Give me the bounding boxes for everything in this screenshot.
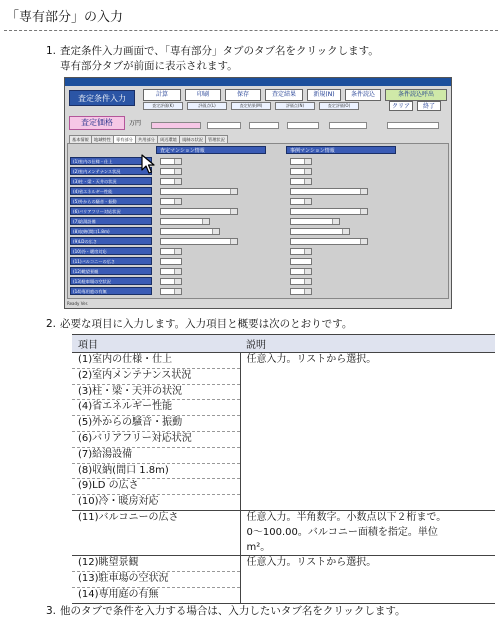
mouse-pointer-icon xyxy=(141,154,155,174)
row-label-6: (6)バリアフリー対応状況 xyxy=(70,207,152,215)
app-titlebar xyxy=(65,78,451,86)
table-cell-item: (7)給湯設備 xyxy=(72,447,240,463)
input-items-table xyxy=(72,334,495,604)
right-field-10[interactable] xyxy=(290,248,312,255)
step-3 xyxy=(46,604,406,619)
app-screenshot xyxy=(64,77,452,309)
table-cell-item: (12)眺望景観 xyxy=(72,556,240,572)
row-label-12: (12)眺望景観 xyxy=(70,267,152,275)
table-row xyxy=(72,353,495,369)
right-field-1[interactable] xyxy=(290,158,312,165)
table-cell-item: (9)LD の広さ xyxy=(72,479,240,495)
table-row xyxy=(72,431,495,447)
desc-line: 任意入力。半角数字。小数点以下２桁まで。 xyxy=(246,511,447,523)
desc-line: m²。 xyxy=(246,541,271,553)
right-field-4[interactable] xyxy=(290,188,368,195)
left-column-header: 査定マンション情報 xyxy=(156,146,266,154)
step-2-number: 2. xyxy=(46,318,57,330)
left-field-3[interactable] xyxy=(160,178,182,185)
table-cell-item: (6)バリアフリー対応状況 xyxy=(72,431,240,447)
price-field-1[interactable] xyxy=(151,122,201,129)
row-label-13: (13)駐車場の空状況 xyxy=(70,277,152,285)
app-name: 査定条件入力 xyxy=(69,90,135,106)
right-field-3[interactable] xyxy=(290,178,312,185)
row-label-1: (1)室内の仕様・仕上 xyxy=(70,157,152,165)
table-cell-item: (10)冷・暖房対応 xyxy=(72,495,240,511)
row-label-3: (3)柱・梁・天井の状況 xyxy=(70,177,152,185)
right-field-5[interactable] xyxy=(290,198,312,205)
left-field-12[interactable] xyxy=(160,268,182,275)
tab-common[interactable]: 共用部分 xyxy=(135,135,158,143)
app-toolbar xyxy=(67,88,449,112)
left-field-2[interactable] xyxy=(160,168,182,175)
desc-line: 0～100.00。バルコニー面積を指定。単位 xyxy=(246,526,438,538)
private-panel xyxy=(67,143,449,299)
table-row xyxy=(72,368,495,384)
end-button[interactable]: 終了 xyxy=(417,101,441,111)
right-field-12[interactable] xyxy=(290,268,312,275)
price-field-6[interactable] xyxy=(387,122,439,129)
table-cell-item: (3)柱・梁・天井の状況 xyxy=(72,384,240,400)
row-label-4: (4)省エネルギー性能 xyxy=(70,187,152,195)
table-cell-item: (14)専用庭の有無 xyxy=(72,587,240,603)
row-label-2: (2)室内メンテナンス状況 xyxy=(70,167,152,175)
table-row xyxy=(72,587,495,603)
table-cell-item: (1)室内の仕様・仕上 xyxy=(72,353,240,369)
table-cell-item: (13)駐車場の空状況 xyxy=(72,572,240,588)
table-header-item: 項目 xyxy=(72,335,240,353)
price-row xyxy=(67,113,449,133)
table-cell-item: (11)バルコニーの広さ xyxy=(72,510,240,555)
clear-button[interactable]: クリア xyxy=(389,101,413,111)
tab-surround[interactable]: 周辺環境 xyxy=(157,135,180,143)
table-cell-desc xyxy=(240,431,495,447)
table-cell-desc xyxy=(240,572,495,588)
right-field-8[interactable] xyxy=(290,228,350,235)
left-field-5[interactable] xyxy=(160,198,182,205)
table-cell-desc xyxy=(240,495,495,511)
table-cell-desc xyxy=(240,510,495,555)
right-field-7[interactable] xyxy=(290,218,340,225)
save-button[interactable]: 保存 xyxy=(225,89,261,101)
tab-area[interactable]: 地域特性 xyxy=(91,135,114,143)
table-cell-item: (4)省エネルギー性能 xyxy=(72,400,240,416)
tab-regulation[interactable]: 規制の状況 xyxy=(179,135,206,143)
row-label-14: (14)専用庭の有無 xyxy=(70,287,152,295)
tab-bar xyxy=(69,135,449,143)
left-field-10[interactable] xyxy=(160,248,182,255)
table-row xyxy=(72,572,495,588)
row-label-9: (9)LDの広さ xyxy=(70,237,152,245)
left-field-7[interactable] xyxy=(160,218,210,225)
row-label-10: (10)冷・暖房対応 xyxy=(70,247,152,255)
right-column-header: 事例マンション情報 xyxy=(286,146,396,154)
page-title: 「専有部分」の入力 xyxy=(6,10,124,25)
app-status: Ready Ver. xyxy=(67,301,89,306)
title-divider xyxy=(4,30,498,31)
tab-private[interactable]: 専有部分 xyxy=(113,135,136,143)
print-button[interactable]: 印刷 xyxy=(185,89,221,101)
table-row xyxy=(72,416,495,432)
step-2-text: 必要な項目に入力します。入力項目と概要は次のとおりです。 xyxy=(60,318,353,330)
table-header-desc: 説明 xyxy=(240,335,495,353)
step-1-number: 1. xyxy=(46,45,57,57)
table-cell-desc xyxy=(240,384,495,400)
right-field-6[interactable] xyxy=(290,208,368,215)
table-row xyxy=(72,447,495,463)
sub-button-2[interactable]: 評価点(L) xyxy=(187,102,227,110)
sub-button-3[interactable]: 査定結果(M) xyxy=(231,102,271,110)
price-field-4[interactable] xyxy=(287,122,319,129)
row-label-5: (5)外からの騒音・振動 xyxy=(70,197,152,205)
step-1-text: 査定条件入力画面で、「専有部分」タブのタブ名をクリックします。 xyxy=(60,45,379,57)
table-row xyxy=(72,400,495,416)
table-cell-desc xyxy=(240,416,495,432)
table-cell-item: (8)収納(間口 1.8m) xyxy=(72,463,240,479)
price-field-3[interactable] xyxy=(249,122,279,129)
tab-management[interactable]: 管理状況 xyxy=(205,135,228,143)
right-field-9[interactable] xyxy=(290,238,368,245)
sub-button-4[interactable]: 評価点(N) xyxy=(275,102,315,110)
table-cell-desc xyxy=(240,400,495,416)
sub-button-1[interactable]: 査定評価(K) xyxy=(143,102,183,110)
load-condition-button[interactable]: 条件読込 xyxy=(345,89,381,101)
table-row xyxy=(72,479,495,495)
table-cell-desc xyxy=(240,368,495,384)
price-label: 査定価格 xyxy=(69,116,125,130)
table-row xyxy=(72,510,495,555)
table-cell-desc: 任意入力。リストから選択。 xyxy=(246,354,377,365)
step-3-number: 3. xyxy=(46,605,57,617)
load-call-button[interactable]: 条件読込呼出 xyxy=(385,89,447,101)
row-label-8: (8)収納(間口1.8m) xyxy=(70,227,152,235)
left-field-11[interactable] xyxy=(160,258,182,265)
table-cell-item: (2)室内メンテナンス状況 xyxy=(72,368,240,384)
calc-button[interactable]: 計算 xyxy=(143,89,181,101)
price-field-5[interactable] xyxy=(329,122,367,129)
step-3-text: 他のタブで条件を入力する場合は、入力したいタブ名をクリックします。 xyxy=(60,605,406,617)
price-field-2[interactable] xyxy=(207,122,241,129)
left-field-1[interactable] xyxy=(160,158,182,165)
table-cell-desc xyxy=(240,463,495,479)
left-field-6[interactable] xyxy=(160,208,238,215)
table-cell-desc xyxy=(240,447,495,463)
step-1-subtext: 専有部分タブが前面に表示されます。 xyxy=(60,60,238,72)
row-label-11: (11)バルコニーの広さ xyxy=(70,257,152,265)
table-cell-desc: 任意入力。リストから選択。 xyxy=(246,557,377,569)
table-row xyxy=(72,463,495,479)
table-row xyxy=(72,495,495,511)
table-cell-item: (5)外からの騒音・振動 xyxy=(72,416,240,432)
left-field-14[interactable] xyxy=(160,288,182,295)
row-label-7: (7)給湯設備 xyxy=(70,217,152,225)
left-field-9[interactable] xyxy=(160,238,238,245)
sub-button-5[interactable]: 査定評価(O) xyxy=(319,102,359,110)
left-field-4[interactable] xyxy=(160,188,238,195)
right-field-2[interactable] xyxy=(290,168,312,175)
table-cell-desc xyxy=(240,479,495,495)
tab-basic[interactable]: 基本情報 xyxy=(69,135,92,143)
assess-result-button[interactable]: 査定結果 xyxy=(265,89,303,101)
left-field-8[interactable] xyxy=(160,228,220,235)
right-field-11[interactable] xyxy=(290,258,312,265)
table-cell-desc xyxy=(240,587,495,603)
table-row xyxy=(72,556,495,572)
step-1 xyxy=(46,44,379,59)
left-field-13[interactable] xyxy=(160,278,182,285)
right-field-14[interactable] xyxy=(290,288,312,295)
table-row xyxy=(72,384,495,400)
right-field-13[interactable] xyxy=(290,278,312,285)
new-button[interactable]: 新規(N) xyxy=(307,89,341,101)
price-unit: 万円 xyxy=(129,120,142,127)
step-2 xyxy=(46,317,352,332)
